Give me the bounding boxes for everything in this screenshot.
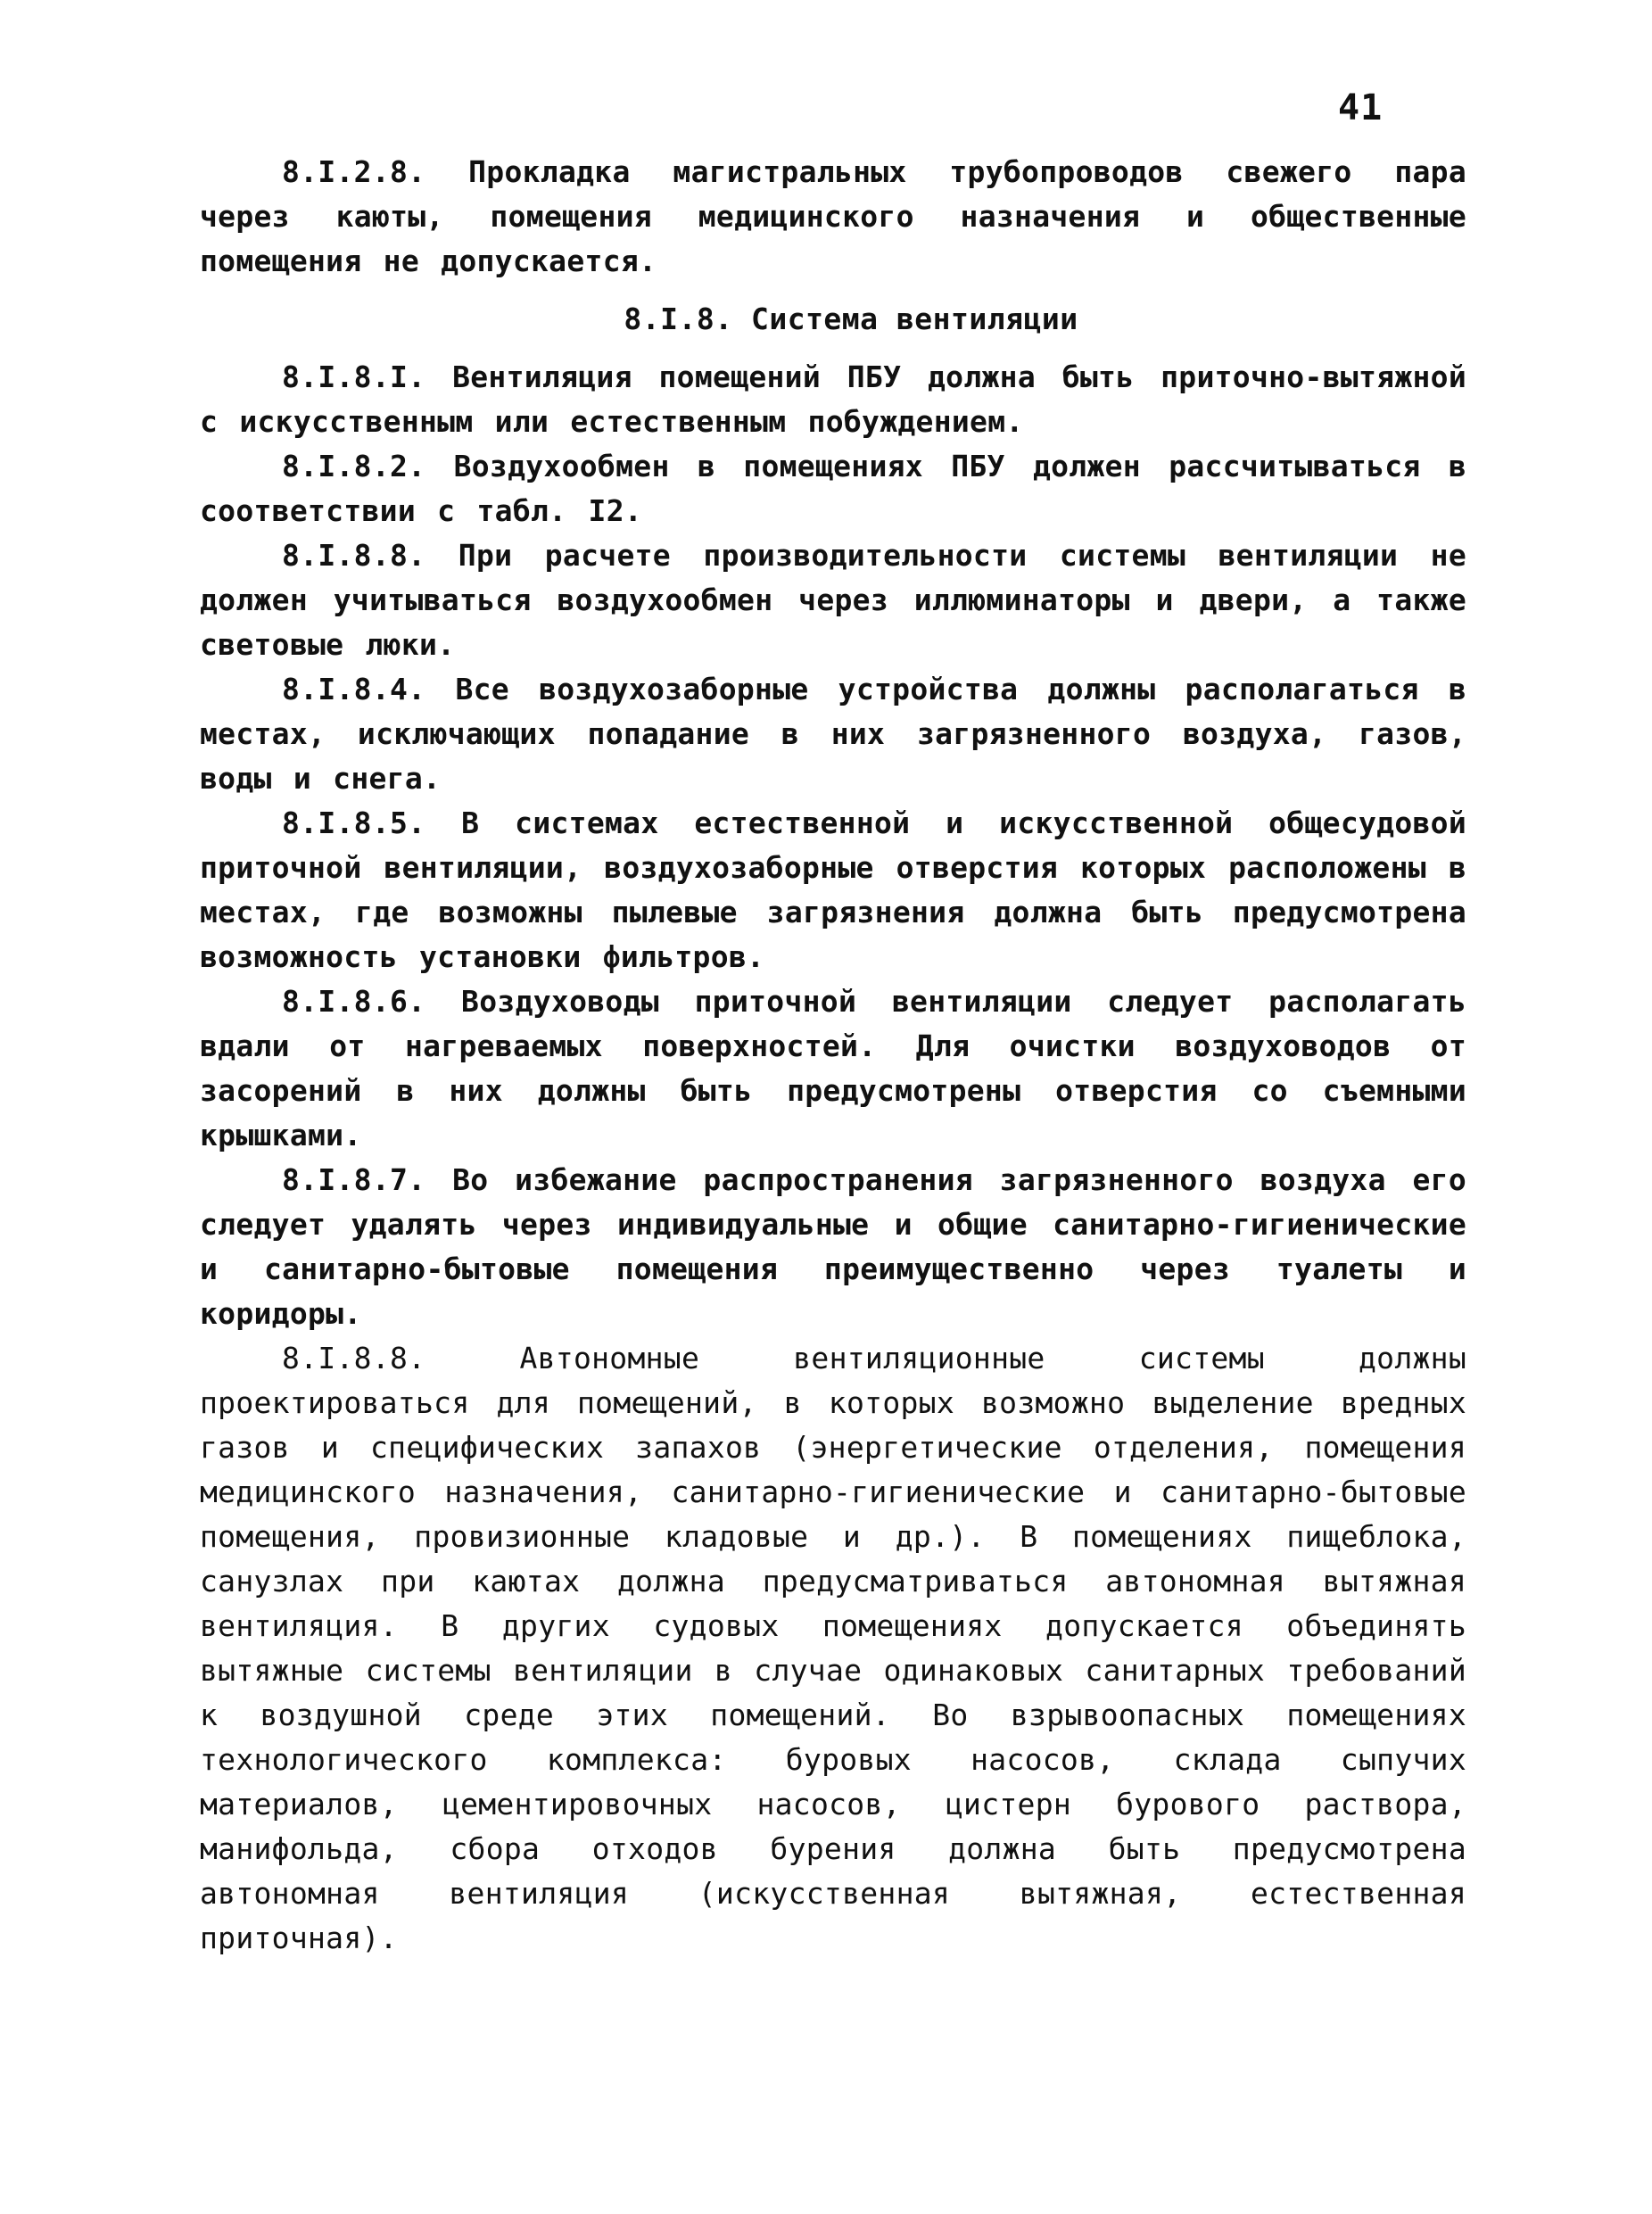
- paragraph-8-1-8-4: 8.I.8.4. Все воздухозаборные устройства должны располагаться в местах, исключающих попадание в них загрязненного воздуха, газов, воды и снега.: [200, 672, 1466, 796]
- paragraph-8-1-2-8: 8.I.2.8. Прокладка магистральных трубопроводов свежего пара через каюты, помещения медицинского назначения и общественные помещения не допускается.: [200, 154, 1466, 278]
- paragraph-8-1-8-1: 8.I.8.I. Вентиляция помещений ПБУ должна быть приточно-вытяжной с искусственным или естественным побуждением.: [200, 359, 1466, 439]
- paragraph-8-1-8-8: 8.I.8.8. Автономные вентиляционные системы должны проектироваться для помещений, в которых возможно выделение вредных газов и специфических запахов (энергетические отделения, помещения медицинского назначения, санитарно-гигиенические и санитарно-бытовые помещения, провизионные кладовые и др.). В помещениях пищеблока, санузлах при каютах должна предусматриваться автономная вытяжная вентиляция. В других судовых помещениях допускается объединять вытяжные системы вентиляции в случае одинаковых санитарных требований к воздушной среде этих помещений. Во взрывоопасных помещениях технологического комплекса: буровых насосов, склада сыпучих материалов, цементировочных насосов, цистерн бурового раствора, манифольда, сбора отходов бурения должна быть предусмотрена автономная вентиляция (искусственная вытяжная, естественная приточная).: [200, 1341, 1466, 1955]
- paragraph-8-1-8-2: 8.I.8.2. Воздухообмен в помещениях ПБУ должен рассчитываться в соответствии с табл. I2.: [200, 449, 1466, 528]
- section-heading-ventilation-system: 8.I.8. Система вентиляции: [624, 302, 1078, 336]
- page-number: 41: [1338, 87, 1384, 128]
- paragraph-8-1-8-5: 8.I.8.5. В системах естественной и искусственной общесудовой приточной вентиляции, воздухозаборные отверстия которых расположены в местах, где возможны пылевые загрязнения должна быть предусмотрена возможность установки фильтров.: [200, 805, 1466, 974]
- paragraph-8-1-8-6: 8.I.8.6. Воздуховоды приточной вентиляции следует располагать вдали от нагреваемых поверхностей. Для очистки воздуховодов от засорений в них должны быть предусмотрены отверстия со съемными крышками.: [200, 984, 1466, 1152]
- paragraph-8-1-8-3: 8.I.8.8. При расчете производительности системы вентиляции не должен учитываться воздухообмен через иллюминаторы и двери, а также световые люки.: [200, 538, 1466, 662]
- document-body: [200, 150, 1466, 1961]
- paragraph-8-1-8-7: 8.I.8.7. Во избежание распространения загрязненного воздуха его следует удалять через индивидуальные и общие санитарно-гигиенические и санитарно-бытовые помещения преимущественно через туалеты и коридоры.: [200, 1162, 1466, 1331]
